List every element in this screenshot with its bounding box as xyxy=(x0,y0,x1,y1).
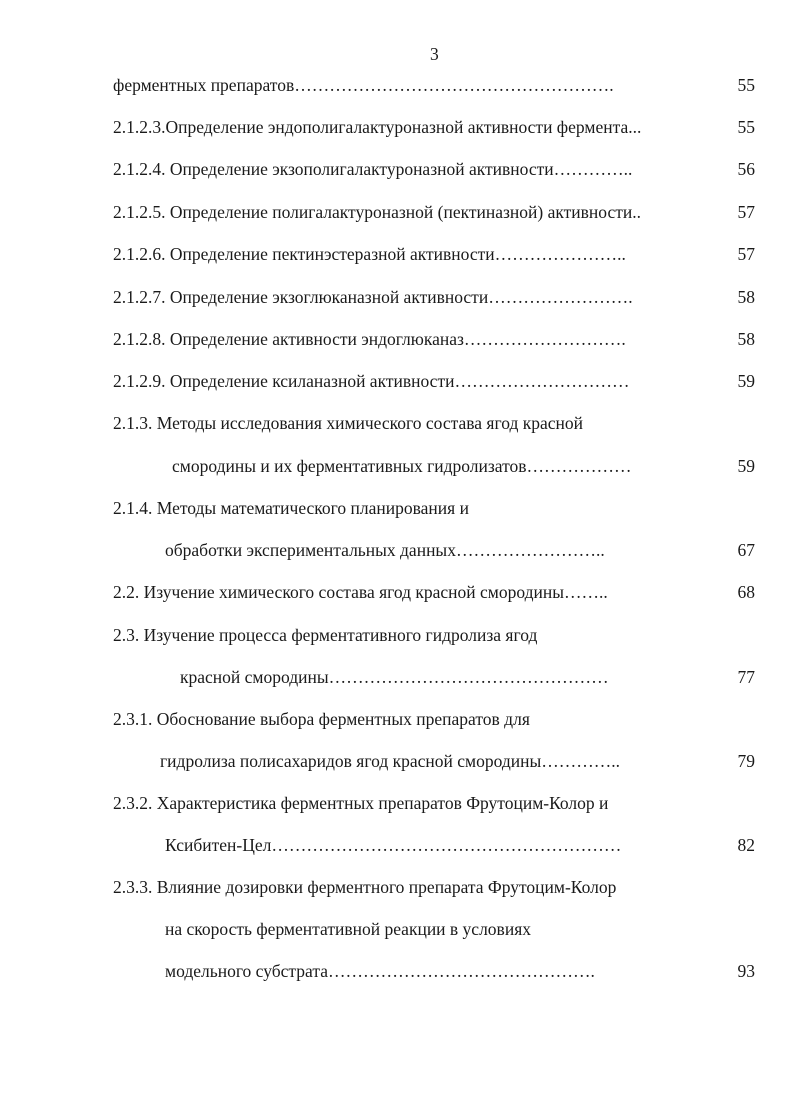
toc-page: 56 xyxy=(737,159,755,179)
toc-page: 58 xyxy=(737,329,755,349)
toc-page: 58 xyxy=(737,287,755,307)
toc-page: 77 xyxy=(737,667,755,687)
toc-entry: модельного субстрата………………………………………. xyxy=(165,961,595,981)
toc-entry: 2.2. Изучение химического состава ягод красной смородины…….. xyxy=(113,582,608,602)
toc-entry: 2.1.4. Методы математического планирования и xyxy=(113,498,469,518)
toc-entry: 2.3.3. Влияние дозировки ферментного препарата Фрутоцим-Колор xyxy=(113,877,617,897)
toc-page: 55 xyxy=(737,117,755,137)
toc-entry: 2.1.2.6. Определение пектинэстеразной активности………………….. xyxy=(113,244,626,264)
toc-entry: 2.3. Изучение процесса ферментативного гидролиза ягод xyxy=(113,625,538,645)
toc-entry: 2.1.3. Методы исследования химического состава ягод красной xyxy=(113,413,583,433)
toc-entry: ферментных препаратов………………………………………………. xyxy=(113,75,614,95)
toc-page: 79 xyxy=(737,751,755,771)
toc-entry: 2.3.1. Обоснование выбора ферментных препаратов для xyxy=(113,709,530,729)
toc-entry: гидролиза полисахаридов ягод красной смородины………….. xyxy=(160,751,620,771)
toc-page: 59 xyxy=(737,371,755,391)
toc-page: 93 xyxy=(737,961,755,981)
toc-entry: обработки экспериментальных данных…………………….. xyxy=(165,540,605,560)
toc-page: 57 xyxy=(737,202,755,222)
toc-entry: 2.1.2.7. Определение экзоглюканазной активности……………………. xyxy=(113,287,633,307)
toc-entry: 2.1.2.4. Определение экзополигалактуроназной активности………….. xyxy=(113,159,633,179)
toc-entry: 2.1.2.9. Определение ксиланазной активности………………………… xyxy=(113,371,630,391)
toc-page: 59 xyxy=(737,456,755,476)
toc-entry: 2.3.2. Характеристика ферментных препаратов Фрутоцим-Колор и xyxy=(113,793,609,813)
toc-page: 67 xyxy=(737,540,755,560)
toc-page: 82 xyxy=(737,835,755,855)
toc-entry: 2.1.2.8. Определение активности эндоглюканаз………………………. xyxy=(113,329,626,349)
toc-entry: смородины и их ферментативных гидролизатов……………… xyxy=(172,456,632,476)
toc-entry: 2.1.2.3.Определение эндополигалактуроназной активности фермента... xyxy=(113,117,642,137)
toc-entry: Ксибитен-Цел…………………………………………………… xyxy=(165,835,622,855)
page-number: 3 xyxy=(430,44,439,64)
toc-entry: на скорость ферментативной реакции в условиях xyxy=(165,919,531,939)
toc-page: 57 xyxy=(737,244,755,264)
toc-page: 68 xyxy=(737,582,755,602)
toc-entry: красной смородины………………………………………… xyxy=(180,667,609,687)
toc-page: 55 xyxy=(737,75,755,95)
toc-entry: 2.1.2.5. Определение полигалактуроназной (пектиназной) активности.. xyxy=(113,202,641,222)
